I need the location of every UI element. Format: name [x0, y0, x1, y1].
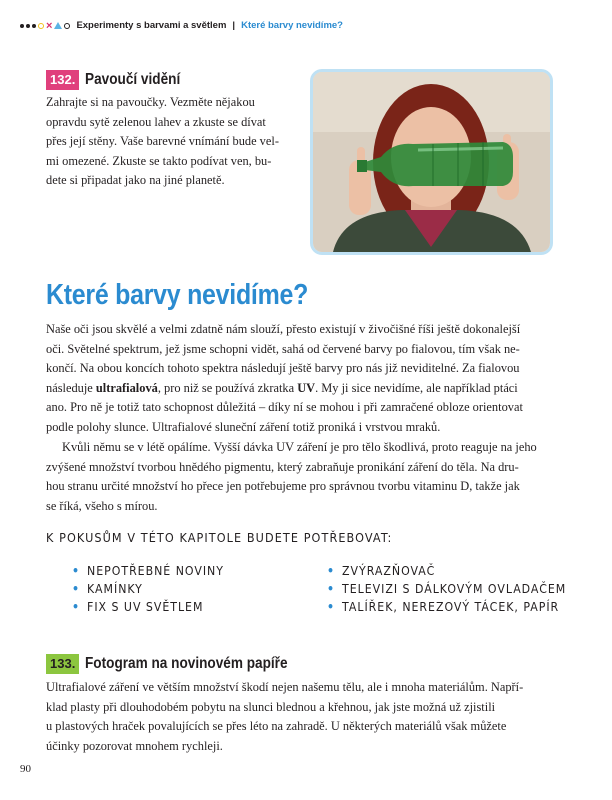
text-line: Ultrafialové záření ve větším množství škodí nejen našemu tělu, ale i mnoha materiálům. Napří- [46, 680, 524, 694]
list-item-label: TALÍŘEK, NEREZOVÝ TÁCEK, PAPÍR [342, 599, 560, 614]
list-item [72, 598, 224, 616]
text-line: hou stranu určité množství ho přece jen potřebujeme pro správnou tvorbu vitaminu D, takže jak [46, 479, 520, 493]
list-item-label: TELEVIZI S DÁLKOVÝM OVLADAČEM [342, 581, 567, 596]
header-title: Experimenty s barvami a světlem [76, 20, 227, 31]
experiment-number: 132. [46, 70, 79, 90]
needs-list-right [327, 562, 599, 616]
term-uv: UV [297, 380, 316, 395]
experiment-133-heading [46, 654, 324, 674]
needs-list-left [72, 562, 245, 616]
text-run: , pro niž se používá zkratka [157, 380, 298, 395]
text-line: končí. Na obou koncích tohoto spektra následují ještě barvy pro nás již neviditelné. Za fialovou [46, 361, 520, 375]
list-item [72, 580, 224, 598]
text-line: ano. Pro ně je totiž tato schopnost důležitá – díky ní se mohou i při zamračené obloze orientovat [46, 400, 523, 414]
experiment-title: Pavoučí vidění [85, 71, 181, 88]
experiment-number: 133. [46, 654, 79, 674]
text-line: Zahrajte si na pavoučky. Vezměte nějakou [46, 95, 255, 109]
text-line [46, 379, 566, 399]
experiment-132-heading [46, 70, 197, 90]
list-item-label: FIX S UV SVĚTLEM [87, 599, 204, 614]
text-line: opravdu sytě zelenou lahev a zkuste se dívat [46, 114, 266, 129]
bullet: • [327, 581, 336, 596]
bullet: • [327, 563, 336, 578]
text-line: přes její stěny. Vaše barevné vnímání bude vel- [46, 134, 279, 148]
text-line: dete si připadat jako na jiné planetě. [46, 173, 225, 187]
list-item-label: KAMÍNKY [87, 581, 143, 596]
section-paragraph-1 [46, 320, 566, 437]
header-shapes-icon: × [20, 22, 70, 30]
bullet: • [72, 599, 81, 614]
text-line: klad plasty při dlouhodobém pobytu na slunci blednou a křehnou, jak jste možná už zjistili [46, 699, 496, 714]
text-line: účinky pozorovat mnohem rychleji. [46, 738, 223, 753]
page-number: 90 [20, 763, 31, 775]
text-line: u plastových hraček povalujících se přes léto na zahradě. U některých materiálů však můžete [46, 719, 507, 733]
running-header [20, 20, 343, 31]
list-item [327, 580, 566, 598]
header-subtitle: Které barvy nevidíme? [241, 20, 343, 31]
needs-heading: K POKUSŮM V TÉTO KAPITOLE BUDETE POTŘEBOVAT: [46, 530, 393, 545]
section-heading: Které barvy nevidíme? [46, 279, 309, 311]
text-line: oči. Světelné spektrum, jež jsme schopni vidět, sahá od červené barvy po fialovou, tím však ne- [46, 341, 520, 356]
list-item [327, 598, 566, 616]
text-line: Kvůli němu se v létě opálíme. Vyšší dávka UV záření je pro tělo škodlivá, proto reaguje na jeho [62, 440, 537, 454]
experiment-133-text [46, 678, 566, 756]
text-line: se říká, všeho s mírou. [46, 498, 158, 513]
list-item [327, 562, 566, 580]
list-item-label: NEPOTŘEBNÉ NOVINY [87, 563, 224, 578]
term-ultraviolet: ultrafialová [95, 380, 158, 395]
header-separator: | [232, 20, 236, 31]
text-run: . My ji sice nevidíme, ale například ptáci [315, 380, 518, 395]
bullet: • [327, 599, 336, 614]
bullet: • [72, 563, 81, 578]
text-line: zvýšené množství tvorbou hnědého pigmentu, který zabraňuje pronikání záření do těla. Na dru- [46, 459, 519, 474]
list-item-label: ZVÝRAZŇOVAČ [342, 563, 436, 578]
bullet: • [72, 581, 81, 596]
experiment-132-text [46, 93, 298, 191]
section-paragraph-2 [46, 438, 566, 516]
photo-illustration [313, 72, 550, 252]
text-line: mi omezené. Zkuste se takto podívat ven, bu- [46, 153, 272, 168]
photo-girl-with-bottle [310, 69, 553, 255]
experiment-title: Fotogram na novinovém papíře [85, 655, 288, 672]
text-line: podle polohy slunce. Ultrafialové sluneční záření totiž proniká i vrstvou mraků. [46, 419, 441, 434]
text-line: Naše oči jsou skvělé a velmi zdatně nám slouží, přesto existují v živočišné říši ještě dokonalejší [46, 322, 521, 336]
list-item [72, 562, 224, 580]
text-run: následuje [46, 380, 96, 395]
